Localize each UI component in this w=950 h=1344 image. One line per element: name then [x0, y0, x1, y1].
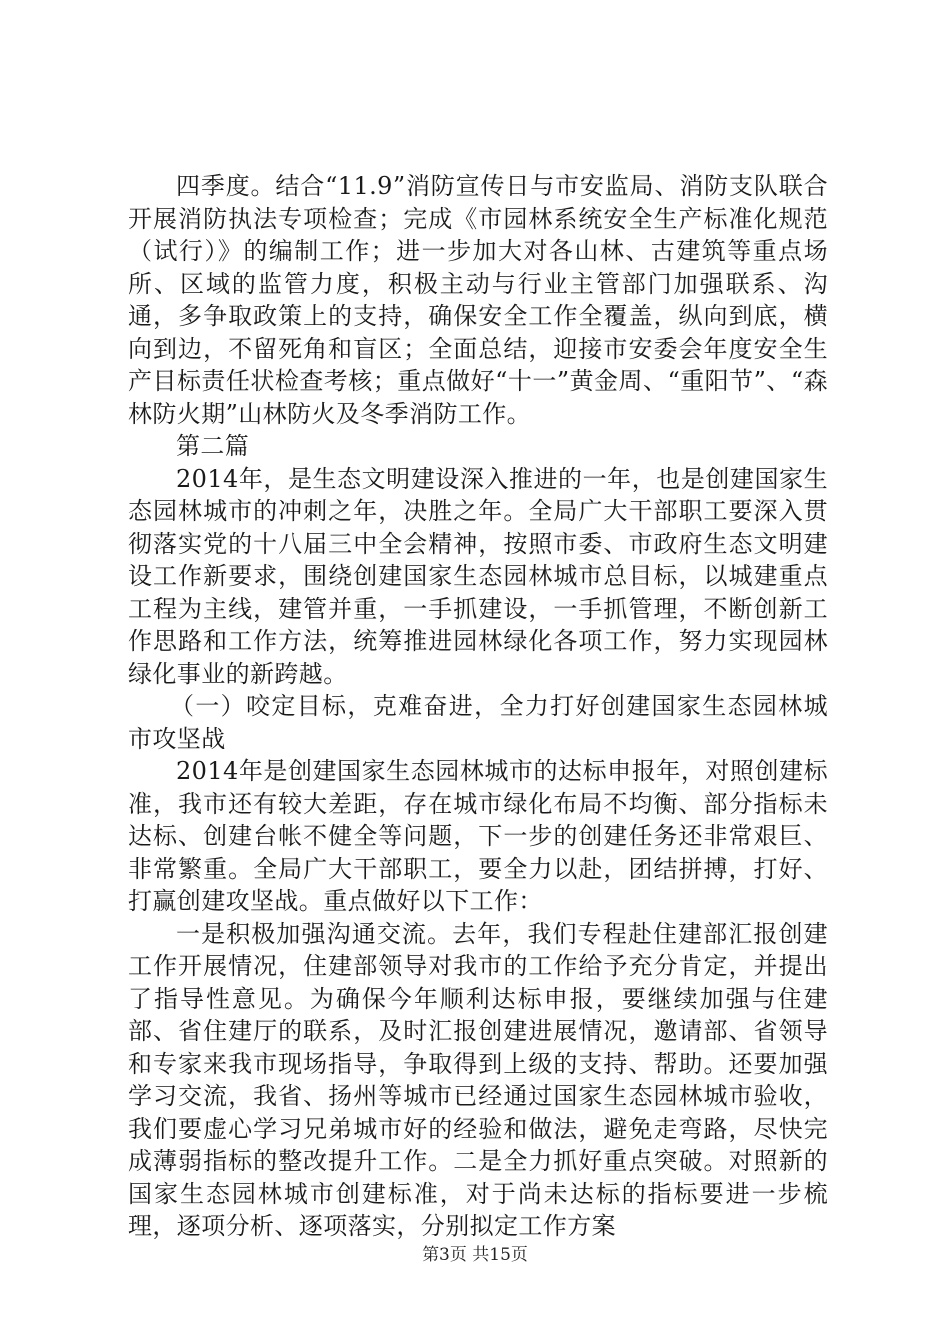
- paragraph-2014-application: 2014年是创建国家生态园林城市的达标申报年，对照创建标准，我市还有较大差距，存在城市绿化布局不均衡、部分指标未达标、创建台帐不健全等问题，下一步的创建任务还非常艰巨、非常繁重。全局广大干部职工，要全力以赴，团结拼搏，打好、打赢创建攻坚战。重点做好以下工作：: [128, 757, 828, 915]
- paragraph-communication: 一是积极加强沟通交流。去年，我们专程赴住建部汇报创建工作开展情况，住建部领导对我市的工作给予充分肯定，并提出了指导性意见。为确保今年顺利达标申报，要继续加强与住建部、省住建厅的联系，及时汇报创建进展情况，邀请部、省领导和专家来我市现场指导，争取得到上级的支持、帮助。还要加强学习交流，我省、扬州等城市已经通过国家生态园林城市验收，我们要虚心学习兄弟城市好的经验和做法，避免走弯路，尽快完成薄弱指标的整改提升工作。二是全力抓好重点突破。对照新的国家生态园林城市创建标准，对于尚未达标的指标要进一步梳理，逐项分析、逐项落实，分别拟定工作方案: [128, 919, 828, 1240]
- document-body: [128, 170, 828, 1243]
- paragraph-safety-q4: 四季度。结合“11.9”消防宣传日与市安监局、消防支队联合开展消防执法专项检查；完成《市园林系统安全生产标准化规范（试行）》的编制工作；进一步加大对各山林、古建筑等重点场所、区域的监管力度，积极主动与行业主管部门加强联系、沟通，多争取政策上的支持，确保安全工作全覆盖，纵向到底，横向到边，不留死角和盲区；全面总结，迎接市安委会年度安全生产目标责任状检查考核；重点做好“十一”黄金周、“重阳节”、“森林防火期”山林防火及冬季消防工作。: [128, 172, 828, 428]
- paragraph-2014-overview: 2014年，是生态文明建设深入推进的一年，也是创建国家生态园林城市的冲刺之年，决胜之年。全局广大干部职工要深入贯彻落实党的十八届三中全会精神，按照市委、市政府生态文明建设工作新要求，围绕创建国家生态园林城市总目标，以城建重点工程为主线，建管并重，一手抓建设，一手抓管理，不断创新工作思路和工作方法，统筹推进园林绿化各项工作，努力实现园林绿化事业的新跨越。: [128, 464, 828, 688]
- section-title-part-two: 第二篇: [176, 432, 250, 460]
- page-number-footer: 第3页 共15页: [422, 1245, 528, 1265]
- sub-heading-one: （一）咬定目标，克难奋进，全力打好创建国家生态园林城市攻坚战: [128, 692, 828, 753]
